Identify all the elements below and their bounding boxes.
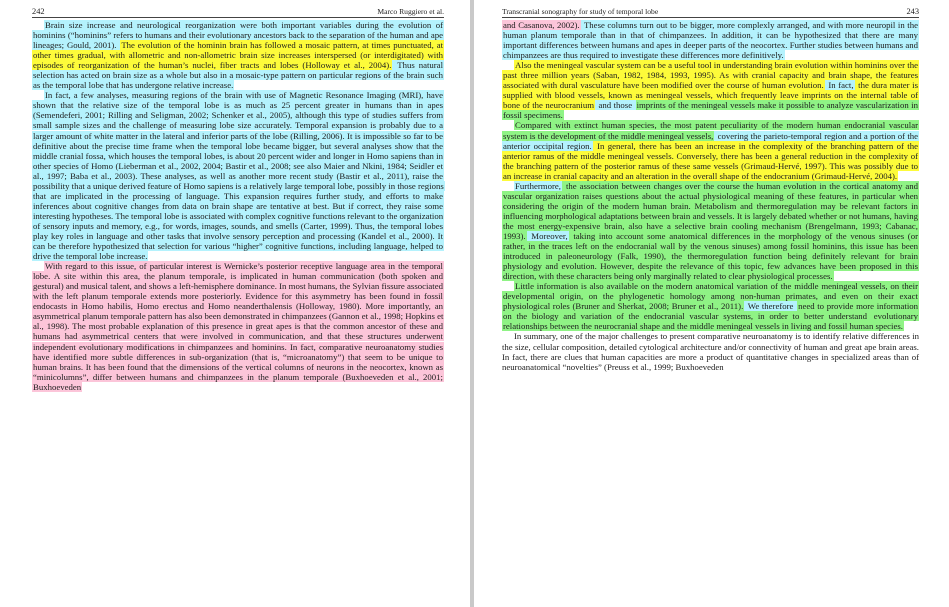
right-paragraph-6: [502, 331, 919, 371]
left-page-number: 242: [32, 7, 45, 16]
left-running-title: Marco Ruggiero et al.: [377, 7, 444, 16]
highlighted-text: the dura mater is supplied with blood vessels, known as meningeal vessels, which frequently leave imprints on the internal table of bone of the neurocranium: [503, 80, 919, 111]
highlighted-text: and Casanova, 2002).: [503, 20, 580, 30]
left-paragraph-3: [32, 261, 444, 392]
right-page: [474, 0, 949, 607]
highlighted-text: Thus natural selection has acted on brain size as a whole but also in a mosaic-type pattern on particular regions of the brain such as the temporal lobe that has undergone relative increase.: [33, 60, 443, 91]
highlighted-text: evolutionary relationships between the neurocranial shape and the middle meningeal vessels in living and fossil human species.: [503, 311, 918, 332]
right-paragraph-1: [502, 20, 919, 60]
highlighted-text: These columns turn out to be bigger, more complexly arranged, and with more neuropil in the human planum temporale than in that of chimpanzees. In addition, it can be hypothesized that there are many important differences between humans and apes in deeper parts of the neocortex. Further studies between humans and chimpanzees are thus required to investigate these differences more definitively.: [503, 20, 918, 61]
right-page-body: [502, 20, 919, 372]
right-running-head: [502, 6, 919, 18]
left-paragraph-2: [32, 90, 444, 261]
right-running-title: Transcranial sonography for study of temporal lobe: [502, 7, 659, 16]
highlighted-text: taking into account some anatomical differences in the morphology of the venous sinuses (or rather, in the traces left on the endocranial wall by the venous sinuses) among fossil hominins, this issue has been introduced in paleoneurology (Falk, 1990), the thermoregulation function being definitely relevant for brain physiology and evolution. However, despite the relevance of this topic, few advances have been proposed in this direction, with these characters being only marginally related to clear physiological processes.: [503, 230, 918, 282]
highlighted-text: Little information is also available on the modern anatomical variation of the middle meningeal vessels, on their developmental origin, on the phylogenetic homology among non-human primates, and even on their exact physiological roles (Bruner and Sherkat, 2008; Bruner et al., 2011).: [503, 281, 918, 312]
right-page-number: 243: [906, 7, 919, 16]
highlighted-text: covering the parieto-temporal region and a portion of the anterior occipital region.: [503, 130, 919, 151]
highlighted-text: imprints of the meningeal vessels make it possible to analyze vascularization in fossil specimens.: [503, 100, 918, 121]
left-paragraph-1: [32, 20, 444, 90]
right-paragraph-3: [502, 120, 919, 180]
highlighted-text: the association between changes over the course the human evolution in the cortical anatomy and vascular organization raises questions about the actual physiological meaning of these features, in particular when considering the origin of the modern human brain. Metabolism and thermoregulation may be relevant factors in influencing morphological adaptations between brain and vessels. It is largely debated whether or not humans, having the most energy-expensive brain, also have a selective brain cooling mechanism (Brengelmann, 1993; Cabanac, 1993).: [503, 180, 918, 241]
highlighted-text: Compared with extinct human species, the most patent peculiarity of the modern human endocranial vascular system is the development of the middle meningeal vessels,: [503, 120, 918, 141]
highlighted-text: Moreover,: [527, 230, 568, 241]
highlighted-text: Brain size increase and neurological reorganization were both important variables during the evolution of hominins (“hominins” refers to humans and their evolutionary ancestors back to the separation of the human and ape lineages; Gould, 2001).: [33, 20, 443, 51]
highlighted-text: In general, there has been an increase in the complexity of the branching pattern of the anterior ramus of the middle meningeal vessels. Conversely, there has been a general reduction in the complexity of the branching pattern of the posterior ramus of these same vessels (Grimaud-Hervé, 1997). This was possibly due to an increase in cranial capacity and an alteration in the overall shape of the endocranium (Grimaud-Hervé, 2004).: [503, 140, 918, 181]
highlighted-text: We therefore: [745, 301, 797, 312]
highlighted-text: In fact,: [825, 80, 854, 91]
right-paragraph-5: [502, 281, 919, 331]
right-paragraph-4: [502, 181, 919, 281]
highlighted-text: and those: [596, 100, 635, 111]
highlighted-text: Also the meningeal vascular system can be a useful tool in understanding brain evolution within hominins over the past three million years (Saban, 1982, 1984, 1993, 1995). As with cranial capacity and brain shape, the features associated with dural vasculature have been modified over the course of human evolution.: [503, 60, 918, 91]
left-page: [0, 0, 470, 607]
left-running-head: [32, 6, 444, 18]
left-page-body: [32, 20, 444, 392]
highlighted-text: need to provide more information on the biology and variation of the endocranial vascular systems, in order to better understand: [503, 301, 919, 322]
highlighted-text: The evolution of the hominin brain has followed a mosaic pattern, at times punctuated, at other times gradual, with allometric and non-allometric brain size increases interspersed (or interdigitated) with episodes of reorganization of the human’s nuclei, fiber tracts and lobes (Holloway et al., 2004).: [33, 40, 444, 71]
highlighted-text: In fact, a few analyses, measuring regions of the brain with use of Magnetic Resonance Imaging (MRI), have shown that the relative size of the temporal lobe is as much as 25 percent greater in humans than in apes (Semendeferi, 2001; Rilling and Seligman, 2002; Schenker et al., 2005), although this type of studies suffers from small sample sizes and the challenge of measuring lobe size accurately. Temporal expansion is probably due to a larger amount of white matter in the lateral and inferior parts of the lobe (Rilling, 2006). It is impossible so far to be definitive about the precise time frame when the temporal lobe became bigger, but several analyses show that the middle cranial fossa, which houses the temporal lobes, is about 20 percent wider and longer in Homo sapiens than in other species of Homo (Lieberman et al., 2002, 2004; Bastir et al., 2008; see also Maier and Nkini, 1984; Seidler et al., 1997; Baba et al., 2003). These analyses, as well as another more recent study (Bastir et al., 2011), raise the possibility that a unique derived feature of Homo sapiens is a relatively large temporal lobe, possibly in those regions that are implicated in the processing of language. This expansion requires further study, and efforts to make inferences about cognitive changes from data on brain shape are tentative at best. But if correct, they raise some interesting hypotheses. The temporal lobe is associated with complex cognitive functions relevant to the organization of sensory inputs and memory, e.g., for words, images, sounds, and smells (Carter, 1999). Thus, the temporal lobes play key roles in language and other tasks that involve sensory perception and processing (Kandel et al., 2000). It can be therefore hypothesized that selection for various “higher” cognitive functions, including language, helped to drive the temporal lobe increase.: [33, 90, 444, 262]
body-text: In summary, one of the major challenges to present comparative neuroanatomy is to identify relative differences in the size, cellular composition, detailed cytological architecture and/or connectivity of human and great ape brain areas. In fact, there are clues that human capacities are more a product of quantitative changes in specialized areas than of neuroanatomical “novelties” (Preuss et al., 1999; Buxhoeveden: [502, 331, 919, 372]
right-paragraph-2: [502, 60, 919, 120]
highlighted-text: With regard to this issue, of particular interest is Wernicke’s posterior receptive language area in the temporal lobe. A site within this area, the planum temporale, is implicated in human communication (both spoken and gestural) and musical talent, and shows a left-hemisphere dominance. In most humans, the Sylvian fissure associated with the left planum temporale extends more posteriorly. Evidence for this asymmetry has been found in fossil endocasts in Homo habilis, Homo erectus and Homo neanderthalensis (Holloway, 1980). More importantly, an asymmetrical planum temporale pattern has also been demonstrated in chimpanzees (Gannon et al., 1998; Hopkins et al., 1998). The most probable explanation of this presence in great apes is that the common ancestor of these and humans had asymmetrical centers that were involved in communication, and that these structures underwent independent evolutionary modifications in chimpanzees and hominins. In fact, comparative neuroanatomy studies have identified more subtle differences in sub-organization (that is, “microanatomy”) that seem to be unique to human brains. It has been found that the dimensions of the vertical columns of neurons in the neocortex, known as “minicolumns”, differ between humans and chimpanzees in the planum temporale (Buxhoeveden et al., 2001; Buxhoeveden: [33, 261, 444, 392]
highlighted-text: Furthermore,: [515, 180, 561, 191]
